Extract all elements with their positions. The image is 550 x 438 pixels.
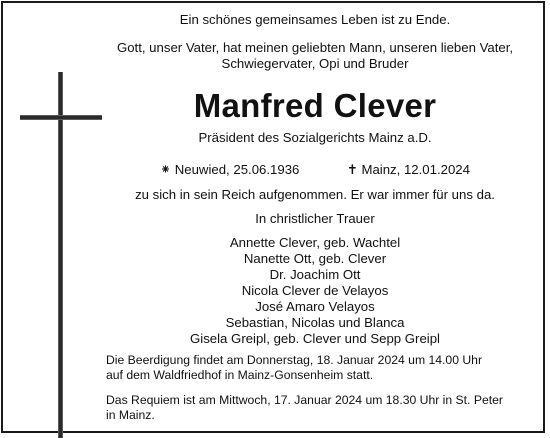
cross-vertical-beam [58,72,63,438]
mourner-7: Gisela Greipl, geb. Clever und Sepp Greipl [190,331,440,346]
cross-horizontal-beam [20,115,102,120]
header-line-2: Gott, unser Vater, hat meinen geliebten Mann, unseren lieben Vater, [116,40,514,55]
cross-icon [20,72,102,438]
mourner-5: José Amaro Velayos [255,299,375,314]
mourner-4: Nicola Clever de Velayos [241,283,389,298]
requiem-line-2: in Mainz. [106,408,155,422]
mourner-1: Annette Clever, geb. Wachtel [229,235,401,250]
birth-date: Neuwied, 25.06.1936 [174,162,300,177]
mourner-6: Sebastian, Nicolas und Blanca [225,315,405,330]
death-cross-icon: ✝ [346,162,358,177]
requiem-line-1: Das Requiem ist am Mittwoch, 17. Januar 2024 um 18.30 Uhr in St. Peter [106,393,503,407]
mourner-3: Dr. Joachim Ott [269,267,361,282]
mourner-2: Nanette Ott, geb. Clever [243,251,387,266]
deceased-name: Manfred Clever [193,87,437,124]
funeral-line-1: Die Beerdigung findet am Donnerstag, 18. Januar 2024 um 14.00 Uhr [106,353,483,367]
deceased-title: Präsident des Sozialgerichts Mainz a.D. [198,130,432,145]
life-dates [100,162,530,178]
death-date: Mainz, 12.01.2024 [361,162,470,177]
header-line-3: Schwiegervater, Opi und Bruder [221,56,409,71]
birth-star-icon: ⁕ [160,162,172,177]
mourning-intro: In christlicher Trauer [255,211,375,226]
message-line: zu sich in sein Reich aufgenommen. Er war immer für uns da. [135,187,495,202]
funeral-line-2: auf dem Waldfriedhof in Mainz-Gonsenheim statt. [106,368,374,382]
header-line-1: Ein schönes gemeinsames Leben ist zu Ende. [179,12,451,27]
